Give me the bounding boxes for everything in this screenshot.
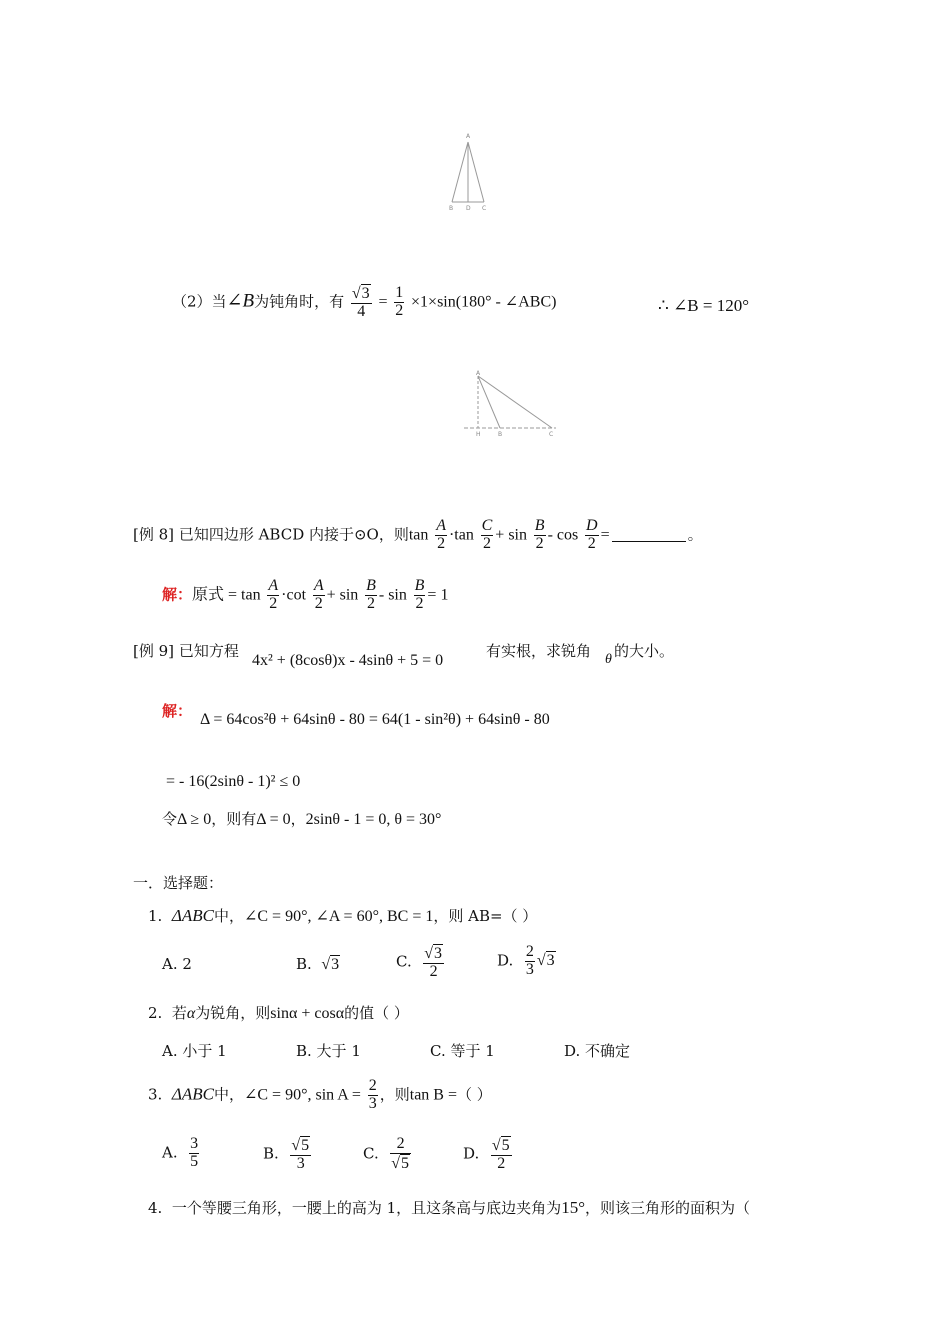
- ex8-c: C: [481, 517, 493, 534]
- q3-b-rad: 5: [301, 1137, 310, 1154]
- q3-zhong: 中，: [213, 1085, 244, 1104]
- ex8-frac-b: [534, 518, 546, 553]
- ex8-frac-d: [585, 518, 599, 553]
- ex8-two: 2: [437, 534, 446, 552]
- q1-zhong: 中，: [213, 907, 244, 925]
- solution-8: [162, 578, 448, 613]
- ex8-two: 2: [587, 534, 596, 552]
- sol8-dot-cot: ·cot: [281, 586, 307, 604]
- q1-c-label: C.: [396, 952, 412, 971]
- q3-ask: （ ）: [457, 1085, 492, 1104]
- ex8-a: A: [436, 517, 446, 534]
- q3-d-frac: $\frac{√5}{2}$: [491, 1137, 510, 1172]
- ex8-eq: =: [600, 526, 610, 544]
- q3-a-num: 3: [190, 1135, 199, 1152]
- sol8-a: A: [268, 577, 279, 594]
- example-9: [133, 640, 239, 661]
- q2-mid: 为锐角，则: [195, 1004, 271, 1022]
- frac-sqrt3-over-4: $\frac{√3}{4}$: [351, 285, 370, 320]
- fig1-label-a: A: [466, 133, 471, 140]
- q3-d-rad: 5: [501, 1137, 510, 1154]
- q3-c-frac: $\frac{2}{√5}$: [391, 1135, 410, 1172]
- sol9-delta-ge: Δ ≥ 0: [177, 811, 212, 828]
- q3-a-label: A.: [162, 1143, 178, 1162]
- q1-conditions: ∠C = 90°, ∠A = 60°, BC = 1: [243, 908, 434, 925]
- ex8-d: D: [586, 517, 598, 534]
- q3-conditions: ∠C = 90°, sin A =: [243, 1086, 361, 1104]
- sol8-text: 原式 = tan: [192, 586, 261, 604]
- q2-option-a[interactable]: A. 小于 1: [162, 1042, 227, 1060]
- q3-b-label: B.: [263, 1144, 279, 1163]
- q4-text: 一个等腰三角形，一腰上的高为 1，且这条高与底边夹角为: [171, 1199, 562, 1217]
- q2-option-d[interactable]: D. 不确定: [564, 1042, 631, 1060]
- ex9-equation: 4x² + (8cosθ)x - 4sinθ + 5 = 0: [252, 652, 444, 669]
- q1-stem: [148, 905, 537, 926]
- q1-d-label: D.: [497, 951, 514, 970]
- sol9-line2: = - 16(2sinθ - 1)² ≤ 0: [166, 773, 301, 790]
- q1-d-rad: 3: [546, 952, 555, 970]
- answer-blank[interactable]: [612, 541, 686, 542]
- sol8-two: 2: [415, 594, 424, 612]
- ex9-end: 的大小。: [614, 642, 675, 660]
- eq-sign: =: [378, 293, 388, 311]
- ex9-after: 有实根，求锐角: [486, 642, 592, 660]
- q1-option-c[interactable]: [396, 944, 446, 981]
- sol8-plus-sin: + sin: [326, 586, 359, 604]
- q3-d-label: D.: [463, 1144, 480, 1163]
- q1-c-rad: 3: [434, 945, 443, 962]
- q3-c-label: C.: [363, 1144, 379, 1163]
- q3-c-num: 2: [390, 1136, 411, 1154]
- sol8-result: = 1: [427, 586, 449, 604]
- q1-c-den: 2: [429, 962, 438, 980]
- case2-expr: ×1×sin(180° - ∠ABC): [411, 293, 557, 311]
- q3-c-rad: 5: [401, 1154, 410, 1172]
- sol9-line3: [162, 808, 441, 829]
- q3-a-frac: [189, 1136, 199, 1171]
- case2-line: [172, 284, 556, 321]
- q4-num: 4.: [148, 1199, 163, 1217]
- fig1-label-c: C: [482, 205, 487, 212]
- q2-expr: sinα + cosα: [270, 1005, 345, 1022]
- q3-option-b[interactable]: [263, 1136, 313, 1173]
- angle-b: ∠B: [226, 290, 255, 312]
- sol9-result: 2sinθ - 1 = 0, θ = 30°: [305, 811, 442, 828]
- q3-b-frac: $\frac{√5}{3}$: [291, 1137, 310, 1172]
- ex8-two: 2: [482, 534, 491, 552]
- q1-option-a[interactable]: A. 2: [162, 955, 192, 973]
- q1-d-den: 3: [525, 960, 534, 978]
- q4-stem: [148, 1197, 750, 1218]
- q3-tanb: tan B =: [409, 1086, 457, 1104]
- frac-half: [394, 285, 404, 320]
- figure-isosceles-triangle: [440, 128, 490, 214]
- sol8-two: 2: [269, 594, 278, 612]
- q2-ask: 的值（ ）: [344, 1004, 409, 1022]
- sol9-ling: 令: [162, 810, 178, 828]
- ex8-tan: tan: [408, 526, 429, 544]
- sol8-b: B: [366, 577, 376, 594]
- ex9-label: [例 9]: [133, 642, 175, 660]
- q3-d-den: 2: [497, 1154, 506, 1172]
- ex9-text: 已知方程: [178, 642, 239, 660]
- q4-angle: 15°: [561, 1198, 585, 1217]
- section-title: 一．选择题：: [133, 874, 224, 892]
- half-den: 2: [395, 301, 404, 319]
- sqrt3-radicand: 3: [361, 285, 370, 302]
- ex8-plus-sin: + sin: [495, 526, 527, 544]
- q2-option-c[interactable]: C. 等于 1: [430, 1042, 495, 1060]
- q3-b-den: 3: [296, 1154, 305, 1172]
- q3-num-2: 2: [368, 1077, 377, 1094]
- ex8-label: [例 8]: [133, 525, 175, 544]
- q1-triangle: ΔABC: [171, 906, 214, 925]
- q1-ask: ，则 AB=（ ）: [433, 907, 538, 925]
- sol8-two: 2: [366, 594, 375, 612]
- ex8-frac-c: [481, 518, 494, 553]
- sol8-a: A: [313, 577, 324, 594]
- fig2-label-b: B: [498, 431, 503, 438]
- sol8-frac-b2: [414, 578, 426, 613]
- q4-ask: ，则该三角形的面积为（: [585, 1199, 751, 1217]
- q2-ruo: 若: [171, 1004, 187, 1022]
- q3-triangle: ΔABC: [171, 1084, 214, 1104]
- q3-option-c[interactable]: [363, 1136, 413, 1173]
- sol8-frac-a2: [313, 578, 325, 613]
- fig2-label-a: A: [476, 370, 481, 377]
- sol9-zeyou: ，则有: [211, 810, 257, 828]
- ex8-two: 2: [535, 534, 544, 552]
- q1-d-num: 2: [525, 943, 534, 960]
- q1-d-frac: [525, 944, 535, 979]
- q1-b-rad: 3: [331, 956, 340, 973]
- ex8-frac-a: [435, 518, 447, 553]
- q1-option-b[interactable]: B. √3: [296, 955, 340, 973]
- ex8-b: B: [534, 517, 545, 534]
- q3-den-3: 3: [368, 1094, 377, 1112]
- half-num: 1: [395, 284, 404, 301]
- q3-option-d[interactable]: [463, 1136, 514, 1173]
- sol8-two: 2: [314, 594, 323, 612]
- sol8-b: B: [414, 577, 425, 594]
- fig1-label-b: B: [449, 205, 454, 212]
- q1-option-d[interactable]: D. $\frac{2}{3}$ √3: [497, 943, 555, 978]
- den-4: 4: [357, 302, 366, 320]
- therefore-line: ∴ ∠B = 120°: [658, 296, 750, 315]
- sol8-frac-a1: [267, 578, 279, 613]
- q3-num: 3.: [148, 1085, 163, 1104]
- case2-prefix: （2）当: [172, 292, 227, 311]
- q2-num: 2.: [148, 1004, 163, 1022]
- ex8-minus-cos: - cos: [547, 526, 579, 544]
- sol9-delta-eq: Δ = 0: [256, 811, 291, 828]
- q2-option-b[interactable]: B. 大于 1: [296, 1042, 361, 1060]
- q1-b-label: B.: [296, 955, 312, 973]
- ex9-theta: θ: [605, 652, 612, 667]
- q3-option-a[interactable]: [162, 1136, 201, 1171]
- q2-stem: [148, 1002, 409, 1023]
- ex8-text: 已知四边形 ABCD 内接于⊙O，则: [178, 525, 409, 544]
- fig2-label-c: C: [549, 431, 554, 438]
- sol9-line1: Δ = 64cos²θ + 64sinθ - 80 = 64(1 - sin²θ) + 64sinθ - 80: [200, 711, 550, 728]
- sol9-comma: ，: [290, 810, 306, 828]
- q1-c-frac: $\frac{√3}{2}$: [424, 945, 443, 980]
- sol9-label: 解：: [162, 702, 193, 720]
- q2-alpha: α: [186, 1005, 196, 1022]
- fig1-label-d: D: [466, 205, 471, 212]
- q3-a-den: 5: [190, 1152, 199, 1170]
- ex8-dot-tan: ·tan: [448, 526, 474, 544]
- q1-num: 1.: [148, 907, 163, 925]
- q3-ze: ，则: [379, 1085, 410, 1104]
- sol8-frac-b1: [365, 578, 377, 613]
- q3-stem: [148, 1078, 492, 1113]
- case2-mid: 为钝角时，有: [254, 292, 345, 311]
- example-8: [133, 518, 703, 553]
- fig2-label-h: H: [476, 431, 481, 438]
- figure-obtuse-triangle: [458, 366, 560, 438]
- sol8-minus-sin: - sin: [378, 586, 407, 604]
- sol8-label: 解：: [162, 585, 193, 604]
- q3-frac-2-3: [368, 1078, 378, 1113]
- ex8-end: 。: [687, 525, 703, 544]
